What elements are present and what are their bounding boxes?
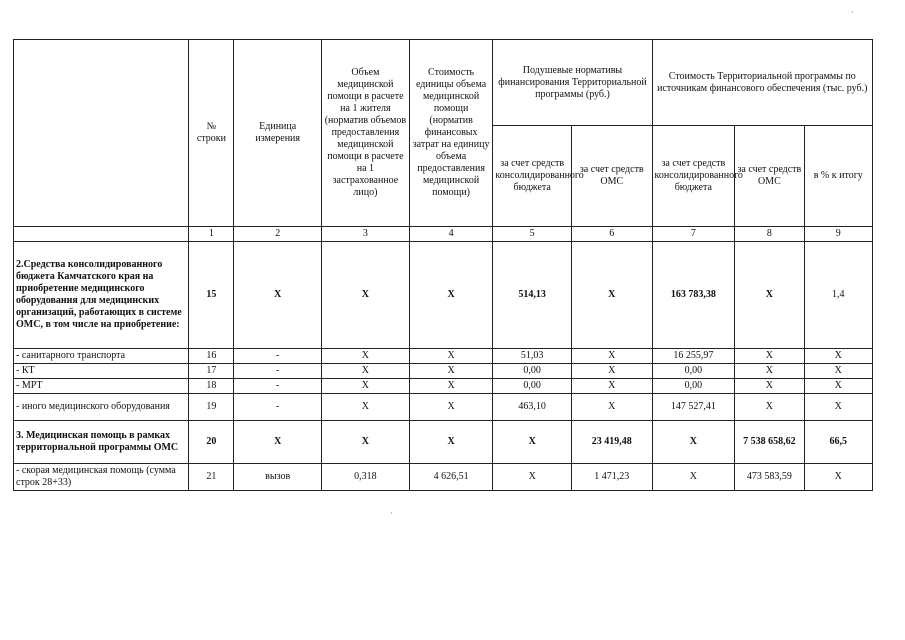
row-pc-oms: 1 471,23: [571, 464, 652, 491]
column-number: 3: [322, 227, 410, 242]
column-number: 1: [189, 227, 234, 242]
column-number: 4: [409, 227, 493, 242]
header-prog-budget: за счет средств консолидированного бюджета: [652, 126, 735, 227]
row-cost: Х: [409, 379, 493, 394]
row-name: 2.Средства консолидированного бюджета Камчатского края на приобретение медицинского оборудования для медицинских организаций, работающих в системе ОМС, в том числе на приобретение:: [14, 242, 189, 349]
row-pc-budget: 514,13: [493, 242, 572, 349]
row-pc-oms: Х: [571, 242, 652, 349]
row-prog-oms: Х: [735, 349, 804, 364]
header-per-capita: Подушевые нормативы финансирования Территориальной программы (руб.): [493, 40, 652, 126]
table-row: [14, 394, 873, 421]
column-number: 2: [234, 227, 322, 242]
row-unit: Х: [234, 242, 322, 349]
row-name: - КТ: [14, 364, 189, 379]
row-volume: Х: [322, 421, 410, 464]
scan-speck: ·: [851, 8, 854, 17]
row-prog-budget: 0,00: [652, 379, 735, 394]
row-unit: Х: [234, 421, 322, 464]
row-prog-oms: Х: [735, 394, 804, 421]
column-number: 5: [493, 227, 572, 242]
row-number: 19: [189, 394, 234, 421]
row-number: 17: [189, 364, 234, 379]
row-percent: Х: [804, 394, 872, 421]
row-unit: -: [234, 379, 322, 394]
row-percent: 1,4: [804, 242, 872, 349]
row-percent: Х: [804, 364, 872, 379]
row-pc-budget: Х: [493, 464, 572, 491]
row-prog-budget: Х: [652, 464, 735, 491]
row-pc-oms: Х: [571, 349, 652, 364]
table-row: [14, 364, 873, 379]
column-number: 9: [804, 227, 872, 242]
row-unit: -: [234, 349, 322, 364]
header-volume: Объем медицинской помощи в расчете на 1 жителя (норматив объемов предоставления медицинской помощи в расчете на 1 застрахованное лицо): [322, 40, 410, 227]
row-cost: Х: [409, 349, 493, 364]
header-percent: в % к итогу: [804, 126, 872, 227]
row-pc-budget: 463,10: [493, 394, 572, 421]
row-pc-oms: Х: [571, 379, 652, 394]
row-pc-budget: 0,00: [493, 364, 572, 379]
row-pc-oms: Х: [571, 394, 652, 421]
row-name: 3. Медицинская помощь в рамках территориальной программы ОМС: [14, 421, 189, 464]
row-prog-oms: 7 538 658,62: [735, 421, 804, 464]
row-cost: 4 626,51: [409, 464, 493, 491]
column-number-row: [14, 227, 873, 242]
header-cost: Стоимость единицы объема медицинской помощи (норматив финансовых затрат на единицу объема предоставления медицинской помощи): [409, 40, 493, 227]
row-volume: Х: [322, 349, 410, 364]
header-pc-oms: за счет средств ОМС: [571, 126, 652, 227]
row-name: - иного медицинского оборудования: [14, 394, 189, 421]
row-number: 21: [189, 464, 234, 491]
financing-table: [13, 39, 873, 491]
row-prog-oms: 473 583,59: [735, 464, 804, 491]
row-prog-oms: Х: [735, 364, 804, 379]
table-row: [14, 349, 873, 364]
row-volume: Х: [322, 364, 410, 379]
row-name: - МРТ: [14, 379, 189, 394]
row-cost: Х: [409, 394, 493, 421]
header-unit: Единица измерения: [234, 40, 322, 227]
row-name: - санитарного транспорта: [14, 349, 189, 364]
table-row: [14, 464, 873, 491]
row-pc-budget: Х: [493, 421, 572, 464]
column-number: 6: [571, 227, 652, 242]
scan-speck: ·: [390, 509, 393, 518]
row-percent: Х: [804, 379, 872, 394]
row-percent: Х: [804, 464, 872, 491]
header-prog-oms: за счет средств ОМС: [735, 126, 804, 227]
row-pc-oms: 23 419,48: [571, 421, 652, 464]
row-volume: Х: [322, 394, 410, 421]
row-prog-budget: Х: [652, 421, 735, 464]
header-pc-budget: за счет средств консолидированного бюджета: [493, 126, 572, 227]
row-number: 15: [189, 242, 234, 349]
row-cost: Х: [409, 242, 493, 349]
column-number: 8: [735, 227, 804, 242]
column-number: 7: [652, 227, 735, 242]
row-prog-oms: Х: [735, 379, 804, 394]
row-prog-budget: 147 527,41: [652, 394, 735, 421]
row-unit: -: [234, 394, 322, 421]
header-name-cell: [14, 40, 189, 227]
header-row-number: № строки: [189, 40, 234, 227]
row-number: 20: [189, 421, 234, 464]
header-row-top: [14, 40, 873, 126]
row-percent: 66,5: [804, 421, 872, 464]
row-prog-budget: 0,00: [652, 364, 735, 379]
row-volume: Х: [322, 379, 410, 394]
row-pc-oms: Х: [571, 364, 652, 379]
row-cost: Х: [409, 421, 493, 464]
row-pc-budget: 51,03: [493, 349, 572, 364]
row-number: 18: [189, 379, 234, 394]
row-volume: Х: [322, 242, 410, 349]
row-prog-oms: Х: [735, 242, 804, 349]
table-row: [14, 421, 873, 464]
row-cost: Х: [409, 364, 493, 379]
row-unit: -: [234, 364, 322, 379]
row-unit: вызов: [234, 464, 322, 491]
row-name: - скорая медицинская помощь (сумма строк 28+33): [14, 464, 189, 491]
column-number-empty: [14, 227, 189, 242]
table-row: [14, 379, 873, 394]
row-pc-budget: 0,00: [493, 379, 572, 394]
row-prog-budget: 16 255,97: [652, 349, 735, 364]
row-volume: 0,318: [322, 464, 410, 491]
row-number: 16: [189, 349, 234, 364]
header-program-cost: Стоимость Территориальной программы по источникам финансового обеспечения (тыс. руб.): [652, 40, 872, 126]
table-row: [14, 242, 873, 349]
row-prog-budget: 163 783,38: [652, 242, 735, 349]
row-percent: Х: [804, 349, 872, 364]
